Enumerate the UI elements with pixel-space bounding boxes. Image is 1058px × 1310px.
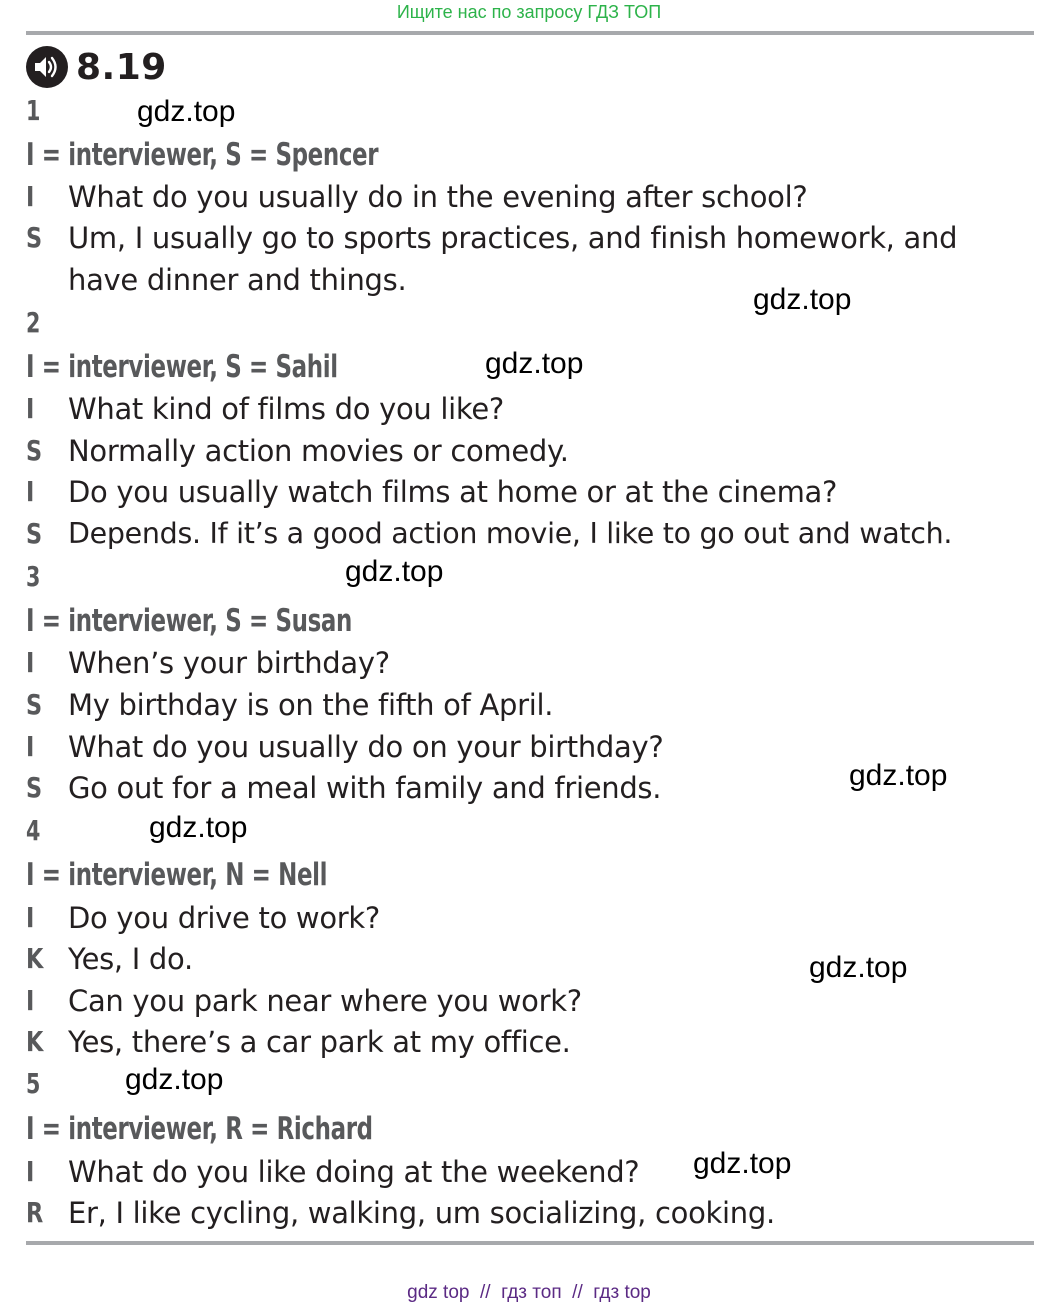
- section-number: 3: [26, 560, 41, 593]
- top-divider: [26, 31, 1034, 35]
- speaker-label: I: [26, 730, 35, 763]
- line-text: Er, I like cycling, walking, um socializing, cooking.: [68, 1196, 775, 1230]
- line-text: have dinner and things.: [68, 263, 407, 297]
- section-number: 4: [26, 814, 41, 847]
- speaker-label: I: [26, 1155, 35, 1188]
- speaker-key: I = interviewer, S = Susan: [26, 603, 352, 639]
- watermark: gdz.top: [137, 95, 236, 128]
- speaker-label: R: [26, 1196, 44, 1229]
- watermark: gdz.top: [849, 759, 948, 792]
- watermark: gdz.top: [125, 1063, 224, 1096]
- speaker-label: I: [26, 646, 35, 679]
- track-number: 8.19: [76, 46, 167, 88]
- section-number: 5: [26, 1067, 41, 1100]
- watermark: gdz.top: [485, 347, 584, 380]
- footer-watermark: gdz top // гдз топ // гдз top: [407, 1282, 651, 1303]
- watermark: gdz.top: [693, 1147, 792, 1180]
- line-text: Yes, I do.: [68, 942, 193, 976]
- line-text: Do you drive to work?: [68, 901, 381, 935]
- line-text: Um, I usually go to sports practices, and finish homework, and: [68, 221, 958, 255]
- speaker-label: I: [26, 984, 35, 1017]
- line-text: Normally action movies or comedy.: [68, 434, 569, 468]
- speaker-label: I: [26, 475, 35, 508]
- track-heading: [26, 44, 167, 90]
- line-text: My birthday is on the fifth of April.: [68, 688, 554, 722]
- line-text: What do you like doing at the weekend?: [68, 1155, 640, 1189]
- line-text: What do you usually do in the evening after school?: [68, 180, 808, 214]
- speaker-label: K: [26, 1025, 44, 1058]
- watermark: gdz.top: [753, 283, 852, 316]
- line-text: What do you usually do on your birthday?: [68, 730, 664, 764]
- line-text: Yes, there’s a car park at my office.: [68, 1025, 571, 1059]
- watermark: gdz.top: [345, 555, 444, 588]
- bottom-divider: [26, 1241, 1034, 1245]
- line-text: Can you park near where you work?: [68, 984, 582, 1018]
- speaker-label: S: [26, 688, 43, 721]
- speaker-label: I: [26, 392, 35, 425]
- speaker-label: S: [26, 771, 43, 804]
- watermark: gdz.top: [809, 951, 908, 984]
- speaker-label: S: [26, 434, 43, 467]
- speaker-key: I = interviewer, S = Sahil: [26, 349, 338, 385]
- line-text: Do you usually watch films at home or at the cinema?: [68, 475, 838, 509]
- speaker-key: I = interviewer, N = Nell: [26, 857, 328, 893]
- speaker-label: I: [26, 901, 35, 934]
- watermark: gdz.top: [149, 811, 248, 844]
- speaker-label: K: [26, 942, 44, 975]
- speaker-label: S: [26, 517, 43, 550]
- line-text: Go out for a meal with family and friends.: [68, 771, 662, 805]
- speaker-label: I: [26, 180, 35, 213]
- speaker-key: I = interviewer, R = Richard: [26, 1111, 373, 1147]
- line-text: Depends. If it’s a good action movie, I like to go out and watch.: [68, 517, 953, 550]
- line-text: What kind of films do you like?: [68, 392, 505, 426]
- top-banner: Ищите нас по запросу ГДЗ ТОП: [396, 2, 662, 22]
- speaker-icon: [26, 46, 68, 88]
- section-number: 2: [26, 306, 41, 339]
- line-text: When’s your birthday?: [68, 646, 390, 680]
- section-number: 1: [26, 94, 41, 127]
- speaker-label: S: [26, 221, 43, 254]
- speaker-key: I = interviewer, S = Spencer: [26, 137, 379, 173]
